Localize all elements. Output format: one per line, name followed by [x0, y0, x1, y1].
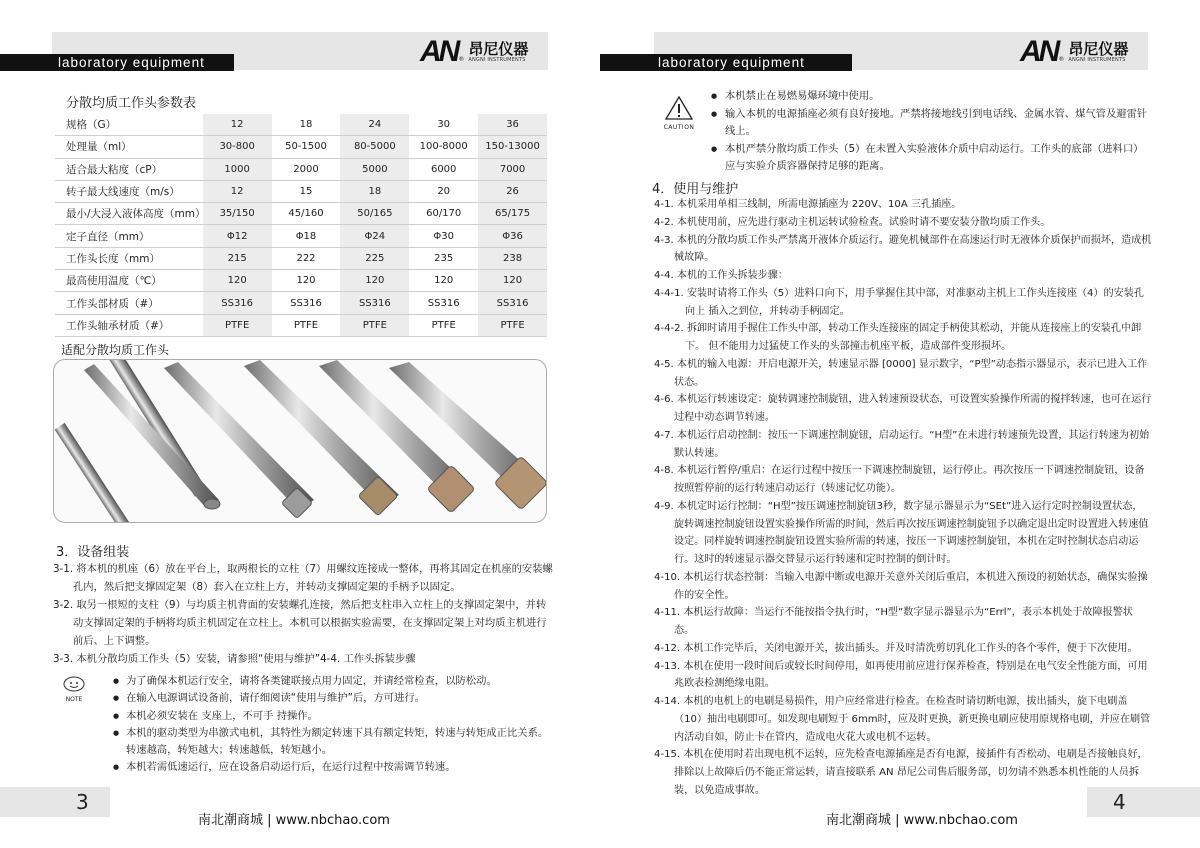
spec-cell: 18	[272, 114, 341, 136]
spec-row-label: 工作头长度（mm）	[55, 247, 203, 269]
caution-icon	[662, 96, 696, 131]
logo-english: ANGNI INSTRUMENTS	[468, 56, 526, 63]
spec-cell: 18	[340, 180, 409, 202]
spec-cell: 7000	[478, 158, 547, 180]
spec-cell: 120	[409, 270, 478, 292]
section-4-item: 4-13. 本机在使用一段时间后或较长时间停用，如再使用前应进行保养检查，特别是在电气安全性能方面，可用兆欧表检测绝缘电阻。	[654, 660, 1148, 690]
logo-mark: AN	[1020, 35, 1058, 68]
spec-row	[55, 203, 547, 225]
spec-row-label: 处理量（ml）	[55, 136, 203, 158]
logo-registered: ®	[1058, 55, 1065, 63]
homogenizer-heads-photo	[53, 359, 547, 523]
spec-row-label: 定子直径（mm）	[55, 225, 203, 247]
spec-cell: 120	[272, 270, 341, 292]
spec-cell: SS316	[340, 292, 409, 314]
section-4-item: 4-11. 本机运行故障：当运行不能按指令执行时，“H型”数字显示器显示为“Errl”，表示本机处于故障报警状态。	[654, 607, 1133, 636]
footer-site: 南北潮商城 | www.nbchao.com	[198, 813, 390, 828]
spec-cell: 222	[272, 247, 341, 269]
section-4-title: 4．使用与维护	[652, 182, 739, 197]
spec-cell: Φ18	[272, 225, 341, 247]
spec-cell: 235	[409, 247, 478, 269]
spec-row	[55, 314, 547, 336]
section-4-item: 4-9. 本机定时运行控制：“H型”按压调速控制旋钮3秒，数字显示器显示为“SEt”进入运行定时控制设置状态，旋转调速控制旋钮设置实验操作所需的时间，然后再次按压调速控制旋钮予以确定退出定时设置进入转速值设定。同样旋转调速控制旋钮设置实验所需的转速，按压一下调速控制旋钮，本机在定时控制状态启动运行。这时的转速显示器交替显示运行转速和定时控制的倒计时。	[654, 500, 1149, 565]
section-3-item-3: 3-3. 本机分散均质工作头（5）安装，请参照“使用与维护”4-4. 工作头拆装步骤	[53, 653, 416, 666]
caution-item: ● 本机禁止在易燃易爆环境中使用。	[711, 88, 1151, 106]
caution-list	[711, 88, 1151, 176]
spec-cell: PTFE	[272, 314, 341, 336]
spec-cell: 50/165	[340, 203, 409, 225]
spec-cell: 45/160	[272, 203, 341, 225]
section-4-item: 4-4. 本机的工作头拆装步骤：	[654, 270, 788, 281]
section-4-item: 4-8. 本机运行暂停/重启：在运行过程中按压一下调速控制旋钮，运行停止。再次按压一下调速控制旋钮，设备按照暂停前的运行转速启动运行（转速记忆功能）。	[654, 465, 1145, 494]
section-4-body	[654, 196, 1152, 800]
table-title: 分散均质工作头参数表	[66, 96, 197, 111]
spec-cell: 80-5000	[340, 136, 409, 158]
spec-row	[55, 225, 547, 247]
spec-cell: 1000	[203, 158, 272, 180]
section-4-item: 4-14. 本机的电机上的电刷是易损件，用户应经常进行检查。在检查时请切断电源，拔出插头，旋下电刷盖（10）抽出电刷即可。如发现电刷短于 6mm时，应及时更换，新更换电刷应使用原规格电刷，并应在刷管 内活动自如，防止卡在管内，造成电火花大或电机不运转。	[654, 696, 1151, 743]
spec-cell: 2000	[272, 158, 341, 180]
spec-row	[55, 158, 547, 180]
section-4-item: 4-10. 本机运行状态控制：当输入电源中断或电源开关意外关闭后重启，本机进入预设的初始状态，确保实验操作的安全性。	[654, 571, 1148, 601]
spec-cell: 15	[272, 180, 341, 202]
logo-chinese: 昂尼仪器	[468, 39, 529, 58]
spec-cell: SS316	[478, 292, 547, 314]
spec-cell: Φ12	[203, 225, 272, 247]
spec-row-label: 工作头轴承材质（#）	[55, 314, 203, 336]
spec-cell: PTFE	[478, 314, 547, 336]
spec-table	[55, 114, 547, 337]
section-4-item: 4-1. 本机采用单相三线制，所需电源插座为 220V、10A 三孔插座。	[654, 199, 962, 210]
spec-row	[55, 247, 547, 269]
spec-cell: 120	[478, 270, 547, 292]
note-icon	[62, 676, 86, 703]
spec-cell: 26	[478, 180, 547, 202]
spec-cell: 50-1500	[272, 136, 341, 158]
page-number: 4	[1087, 787, 1200, 817]
section-4-item: 4-12. 本机工作完毕后，关闭电源开关，拔出插头。并及时清洗剪切乳化工作头的各个零件，便于下次使用。	[654, 642, 1138, 654]
spec-cell: PTFE	[409, 314, 478, 336]
note-item: ● 在输入电源调试设备前，请仔细阅读“使用与维护”后，方可进行。	[113, 690, 553, 707]
spec-cell: 5000	[340, 158, 409, 180]
section-3-body	[53, 560, 553, 669]
spec-cell: 6000	[409, 158, 478, 180]
note-item: ● 本机的驱动类型为串激式电机，其特性为额定转速下具有额定转矩，转速与转矩成正比关系。转速越高，转矩越大；转速越低，转矩越小。	[113, 725, 553, 760]
caution-item: ● 输入本机的电源插座必须有良好接地。严禁将接地线引到电话线、金属水管、煤气管及避雷针线上。	[711, 106, 1151, 141]
spec-row-label: 工作头部材质（#）	[55, 292, 203, 314]
note-item: ● 本机若需低速运行，应在设备启动运行后，在运行过程中按需调节转速。	[113, 759, 553, 776]
spec-cell: 225	[340, 247, 409, 269]
spec-cell: SS316	[203, 292, 272, 314]
logo-registered: ®	[458, 55, 465, 63]
section-4-item: 4-5. 本机的输入电源：开启电源开关，转速显示器 [0000] 显示数字，“P型”动态指示器显示，表示已进入工作状态。	[654, 358, 1148, 388]
spec-cell: 238	[478, 247, 547, 269]
page-number: 3	[0, 787, 110, 817]
caution-label: CAUTION	[663, 124, 695, 131]
spec-row	[55, 136, 547, 158]
note-list	[113, 673, 553, 777]
footer-site: 南北潮商城 | www.nbchao.com	[826, 813, 1018, 828]
header-banner: laboratory equipment	[0, 54, 234, 71]
section-4-item: 4-4-2. 拆卸时请用手握住工作头中部，转动工作头连接座的固定手柄使其松动，并能从连接座上的安装孔中卸下。 但不能用力过猛使工作头的头部撞击机座平板，造成部件变形损坏。	[654, 323, 1142, 352]
spec-row-label: 适合最大粘度（cP）	[55, 158, 203, 180]
section-4-item: 4-3. 本机的分散均质工作头严禁离开液体介质运行。避免机械部件在高速运行时无液体介质保护而损坏，造成机械故障。	[654, 234, 1152, 264]
section-4-item: 4-7. 本机运行启动控制：按压一下调速控制旋钮，启动运行。“H型”在未进行转速预先设置，其运行转速为初始默认转速。	[654, 429, 1150, 459]
spec-row	[55, 114, 547, 136]
caution-item: ● 本机严禁分散均质工作头（5）在未置入实验液体介质中启动运行。工作头的底部（进料口）应与实验介质容器保持足够的距离。	[711, 141, 1151, 176]
section-4-item: 4-2. 本机使用前，应先进行驱动主机运转试验检查。试验时请不要安装分散均质工作头。	[654, 216, 1051, 228]
section-3-title: 3．设备组装	[56, 545, 130, 560]
spec-row-label: 最高使用温度（℃）	[55, 270, 203, 292]
spec-cell: 20	[409, 180, 478, 202]
spec-cell: PTFE	[340, 314, 409, 336]
spec-cell: Φ30	[409, 225, 478, 247]
spec-cell: 120	[203, 270, 272, 292]
spec-cell: Φ36	[478, 225, 547, 247]
right-page	[600, 0, 1200, 848]
spec-row	[55, 292, 547, 314]
note-item: ● 为了确保本机运行安全，请将各类键联接点用力固定，并请经常检查，以防松动。	[113, 673, 553, 690]
spec-cell: 24	[340, 114, 409, 136]
spec-cell: 30-800	[203, 136, 272, 158]
spec-row-label: 最小/大浸入液体高度（mm）	[55, 203, 203, 225]
section-3-item-2: 3-2. 取另一根短的支柱（9）与均质主机背面的安装螺孔连接，然后把支柱串入立柱上的支撑固定架中，并转动支撑固定架的手柄将均质主机固定在立柱上。本机可以根据实验需要，在支撑固定架上对均质主机进行前后、上下调整。	[53, 599, 547, 648]
spec-cell: 35/150	[203, 203, 272, 225]
spec-cell: PTFE	[203, 314, 272, 336]
spec-cell: 215	[203, 247, 272, 269]
spec-cell: 100-8000	[409, 136, 478, 158]
spec-cell: 12	[203, 180, 272, 202]
spec-cell: 120	[340, 270, 409, 292]
spec-row	[55, 270, 547, 292]
spec-cell: 150-13000	[478, 136, 547, 158]
spec-cell: 12	[203, 114, 272, 136]
image-title: 适配分散均质工作头	[61, 343, 170, 357]
logo-mark: AN	[420, 35, 458, 68]
spec-cell: SS316	[272, 292, 341, 314]
note-label: NOTE	[65, 696, 83, 703]
section-3-item-1: 3-1. 将本机的机座（6）放在平台上，取两根长的立柱（7）用螺纹连接成一整体，再将其固定在机座的安装螺孔内，然后把支撑固定架（8）套入在立柱上方，并转动支撑固定架的手柄予以固定。	[53, 563, 553, 594]
note-item: ● 本机必须安装在 支座上，不可手 持操作。	[113, 708, 553, 725]
spec-cell: 65/175	[478, 203, 547, 225]
section-4-item: 4-4-1. 安装时请将工作头（5）进料口向下，用手掌握住其中部，对准驱动主机上工作头连接座（4）的安装孔向上 插入之到位，并转动手柄固定。	[654, 287, 1144, 317]
brand-logo	[420, 35, 529, 68]
spec-row	[55, 180, 547, 202]
spec-cell: 30	[409, 114, 478, 136]
rods-illustration	[54, 360, 546, 522]
section-4-item: 4-15. 本机在使用时若出现电机不运转，应先检查电源插座是否有电源，接插件有否松动、电刷是否接触良好，排除以上故障后仍不能正常运转，请直接联系 AN 昂尼公司售后服务部，切勿请不熟悉本机性能的人员拆装，以免造成事故。	[654, 749, 1148, 796]
logo-chinese: 昂尼仪器	[1068, 39, 1129, 58]
spec-row-label: 转子最大线速度（m/s）	[55, 180, 203, 202]
spec-row-label: 规格（G）	[55, 114, 203, 136]
spec-cell: Φ24	[340, 225, 409, 247]
header-banner: laboratory equipment	[600, 54, 852, 71]
spec-cell: 60/170	[409, 203, 478, 225]
section-4-item: 4-6. 本机运行转速设定：旋转调速控制旋钮，进入转速预设状态，可设置实验操作所需的搅拌转速，也可在运行过程中动态调节转速。	[654, 394, 1152, 423]
spec-cell: 36	[478, 114, 547, 136]
spec-cell: SS316	[409, 292, 478, 314]
logo-english: ANGNI INSTRUMENTS	[1068, 56, 1126, 63]
brand-logo	[1020, 35, 1129, 68]
